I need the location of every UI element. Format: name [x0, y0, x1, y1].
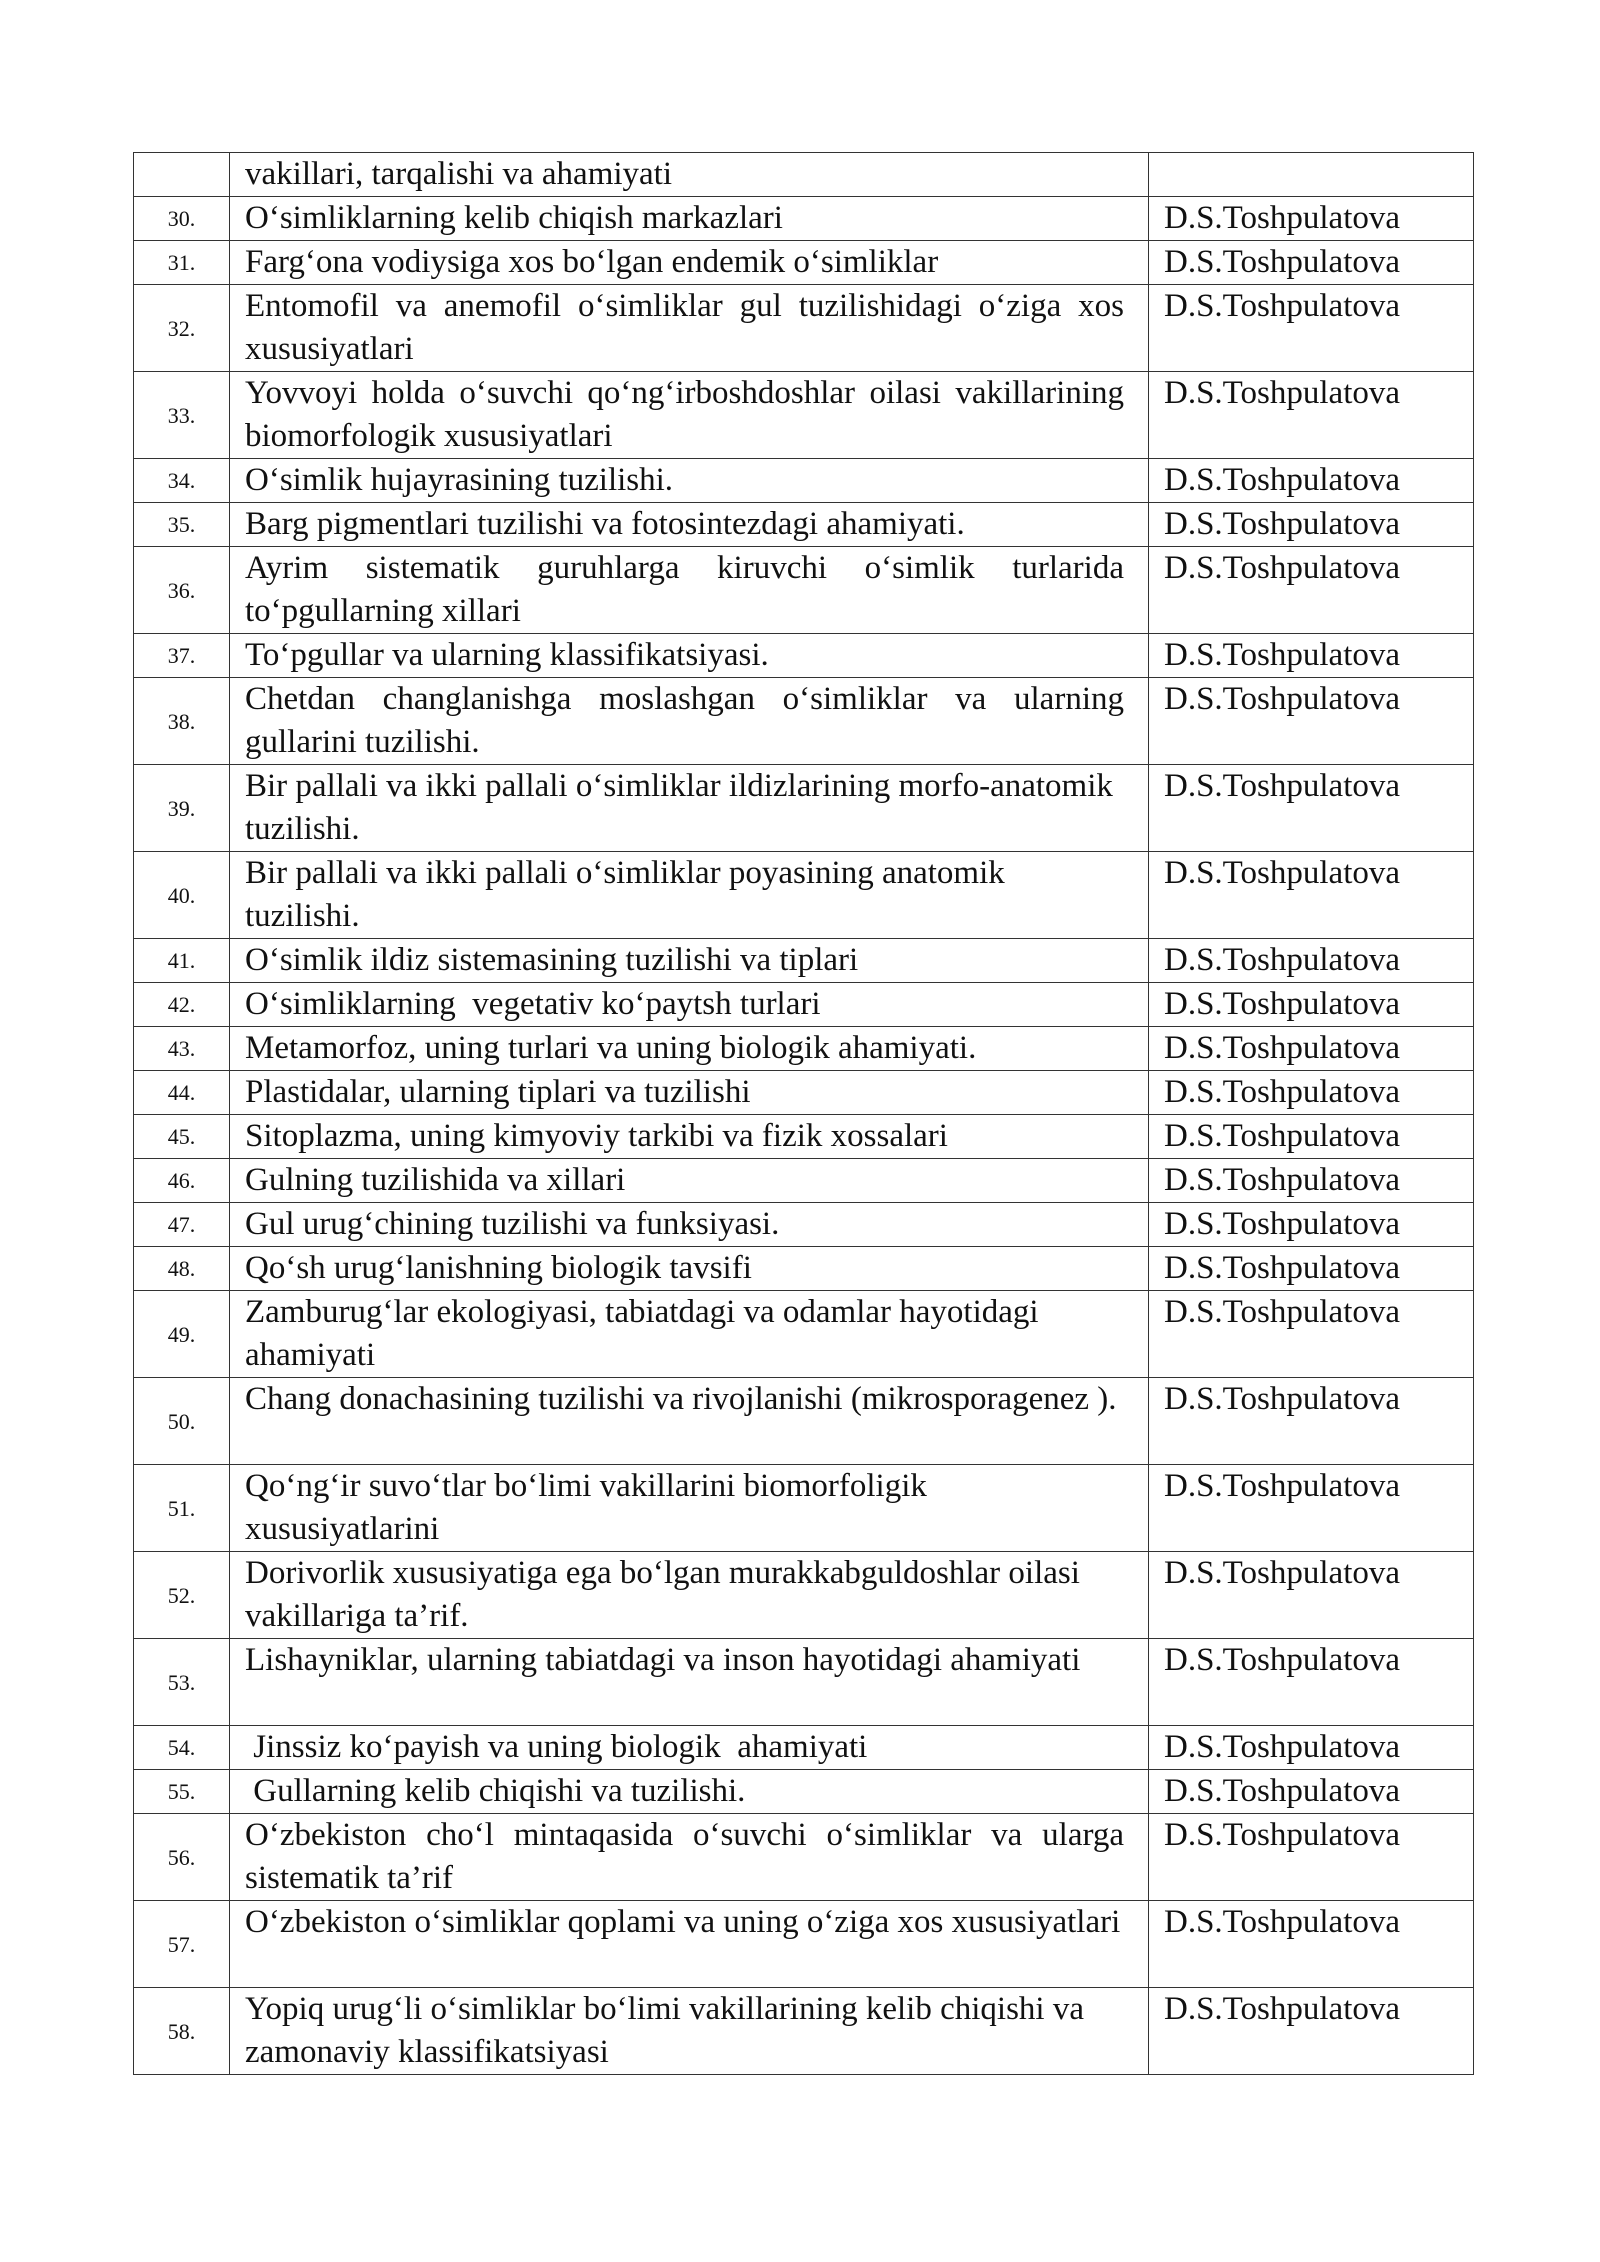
topic-title: Yovvoyi holda o‘suvchi qo‘ng‘irboshdoshlar oilasi vakillarining biomorfologik xususiyatlari [230, 372, 1149, 459]
table-row [134, 1159, 1474, 1203]
author-name: D.S.Toshpulatova [1149, 197, 1474, 241]
topic-title: vakillari, tarqalishi va ahamiyati [230, 153, 1149, 197]
table-row [134, 1639, 1474, 1726]
table-row [134, 1291, 1474, 1378]
topic-title: Plastidalar, ularning tiplari va tuzilishi [230, 1071, 1149, 1115]
row-number: 45. [134, 1115, 230, 1159]
table-row [134, 547, 1474, 634]
table-row [134, 285, 1474, 372]
author-name: D.S.Toshpulatova [1149, 1552, 1474, 1639]
author-name: D.S.Toshpulatova [1149, 678, 1474, 765]
author-name: D.S.Toshpulatova [1149, 1027, 1474, 1071]
table-row [134, 852, 1474, 939]
table-row [134, 1247, 1474, 1291]
author-name: D.S.Toshpulatova [1149, 372, 1474, 459]
table-row [134, 372, 1474, 459]
row-number: 55. [134, 1770, 230, 1814]
author-name: D.S.Toshpulatova [1149, 459, 1474, 503]
topic-title: Entomofil va anemofil o‘simliklar gul tuzilishidagi o‘ziga xos xususiyatlari [230, 285, 1149, 372]
table-row [134, 1203, 1474, 1247]
topic-title: Gulning tuzilishida va xillari [230, 1159, 1149, 1203]
row-number: 44. [134, 1071, 230, 1115]
row-number: 57. [134, 1901, 230, 1988]
table-row [134, 197, 1474, 241]
topic-title: Farg‘ona vodiysiga xos bo‘lgan endemik o‘simliklar [230, 241, 1149, 285]
table-row [134, 1115, 1474, 1159]
row-number: 37. [134, 634, 230, 678]
row-number: 53. [134, 1639, 230, 1726]
topic-title: O‘simliklarning kelib chiqish markazlari [230, 197, 1149, 241]
author-name: D.S.Toshpulatova [1149, 547, 1474, 634]
row-number: 39. [134, 765, 230, 852]
row-number: 47. [134, 1203, 230, 1247]
row-number: 32. [134, 285, 230, 372]
row-number: 42. [134, 983, 230, 1027]
table-row [134, 1552, 1474, 1639]
row-number: 36. [134, 547, 230, 634]
author-name: D.S.Toshpulatova [1149, 1639, 1474, 1726]
topic-title: Jinssiz ko‘payish va uning biologik ahamiyati [230, 1726, 1149, 1770]
topic-title: Bir pallali va ikki pallali o‘simliklar poyasining anatomik tuzilishi. [230, 852, 1149, 939]
row-number: 34. [134, 459, 230, 503]
row-number [134, 153, 230, 197]
author-name: D.S.Toshpulatova [1149, 1378, 1474, 1465]
topic-title: Qo‘ng‘ir suvo‘tlar bo‘limi vakillarini biomorfoligik xususiyatlarini [230, 1465, 1149, 1552]
row-number: 54. [134, 1726, 230, 1770]
topic-title: To‘pgullar va ularning klassifikatsiyasi. [230, 634, 1149, 678]
row-number: 50. [134, 1378, 230, 1465]
author-name [1149, 153, 1474, 197]
topic-title: Bir pallali va ikki pallali o‘simliklar ildizlarining morfo-anatomik tuzilishi. [230, 765, 1149, 852]
author-name: D.S.Toshpulatova [1149, 1814, 1474, 1901]
table-row [134, 153, 1474, 197]
author-name: D.S.Toshpulatova [1149, 1901, 1474, 1988]
topic-title: O‘simlik ildiz sistemasining tuzilishi va tiplari [230, 939, 1149, 983]
table-row [134, 765, 1474, 852]
table-row [134, 503, 1474, 547]
topic-title: Zamburug‘lar ekologiyasi, tabiatdagi va odamlar hayotidagi ahamiyati [230, 1291, 1149, 1378]
author-name: D.S.Toshpulatova [1149, 241, 1474, 285]
author-name: D.S.Toshpulatova [1149, 939, 1474, 983]
author-name: D.S.Toshpulatova [1149, 1115, 1474, 1159]
topic-title: Qo‘sh urug‘lanishning biologik tavsifi [230, 1247, 1149, 1291]
author-name: D.S.Toshpulatova [1149, 1159, 1474, 1203]
author-name: D.S.Toshpulatova [1149, 1465, 1474, 1552]
row-number: 35. [134, 503, 230, 547]
author-name: D.S.Toshpulatova [1149, 1291, 1474, 1378]
table-row [134, 1988, 1474, 2075]
table-row [134, 1465, 1474, 1552]
topic-title: Lishayniklar, ularning tabiatdagi va inson hayotidagi ahamiyati [230, 1639, 1149, 1726]
row-number: 58. [134, 1988, 230, 2075]
row-number: 48. [134, 1247, 230, 1291]
topics-table [133, 152, 1474, 2075]
row-number: 43. [134, 1027, 230, 1071]
author-name: D.S.Toshpulatova [1149, 503, 1474, 547]
topic-title: Yopiq urug‘li o‘simliklar bo‘limi vakillarining kelib chiqishi va zamonaviy klassifikatsiyasi [230, 1988, 1149, 2075]
table-row [134, 459, 1474, 503]
table-row [134, 1378, 1474, 1465]
author-name: D.S.Toshpulatova [1149, 765, 1474, 852]
topic-title: Chang donachasining tuzilishi va rivojlanishi (mikrosporagenez ). [230, 1378, 1149, 1465]
row-number: 46. [134, 1159, 230, 1203]
row-number: 38. [134, 678, 230, 765]
row-number: 33. [134, 372, 230, 459]
table-row [134, 241, 1474, 285]
topic-title: O‘zbekiston o‘simliklar qoplami va uning o‘ziga xos xususiyatlari [230, 1901, 1149, 1988]
author-name: D.S.Toshpulatova [1149, 1726, 1474, 1770]
author-name: D.S.Toshpulatova [1149, 1247, 1474, 1291]
table-row [134, 1027, 1474, 1071]
author-name: D.S.Toshpulatova [1149, 852, 1474, 939]
table-row [134, 983, 1474, 1027]
table-row [134, 678, 1474, 765]
row-number: 41. [134, 939, 230, 983]
row-number: 49. [134, 1291, 230, 1378]
table-row [134, 1901, 1474, 1988]
author-name: D.S.Toshpulatova [1149, 285, 1474, 372]
topic-title: Barg pigmentlari tuzilishi va fotosintezdagi ahamiyati. [230, 503, 1149, 547]
topic-title: Gul urug‘chining tuzilishi va funksiyasi. [230, 1203, 1149, 1247]
table-row [134, 1726, 1474, 1770]
row-number: 51. [134, 1465, 230, 1552]
topic-title: O‘simliklarning vegetativ ko‘paytsh turlari [230, 983, 1149, 1027]
author-name: D.S.Toshpulatova [1149, 983, 1474, 1027]
author-name: D.S.Toshpulatova [1149, 1988, 1474, 2075]
row-number: 52. [134, 1552, 230, 1639]
author-name: D.S.Toshpulatova [1149, 634, 1474, 678]
table-row [134, 1071, 1474, 1115]
author-name: D.S.Toshpulatova [1149, 1203, 1474, 1247]
row-number: 30. [134, 197, 230, 241]
row-number: 56. [134, 1814, 230, 1901]
table-row [134, 939, 1474, 983]
author-name: D.S.Toshpulatova [1149, 1071, 1474, 1115]
topic-title: O‘zbekiston cho‘l mintaqasida o‘suvchi o‘simliklar va ularga sistematik ta’rif [230, 1814, 1149, 1901]
topic-title: O‘simlik hujayrasining tuzilishi. [230, 459, 1149, 503]
table-row [134, 1770, 1474, 1814]
table-row [134, 1814, 1474, 1901]
row-number: 31. [134, 241, 230, 285]
topic-title: Dorivorlik xususiyatiga ega bo‘lgan murakkabguldoshlar oilasi vakillariga ta’rif. [230, 1552, 1149, 1639]
topic-title: Ayrim sistematik guruhlarga kiruvchi o‘simlik turlarida to‘pgullarning xillari [230, 547, 1149, 634]
topic-title: Gullarning kelib chiqishi va tuzilishi. [230, 1770, 1149, 1814]
topics-table-body [134, 153, 1474, 2075]
topic-title: Sitoplazma, uning kimyoviy tarkibi va fizik xossalari [230, 1115, 1149, 1159]
author-name: D.S.Toshpulatova [1149, 1770, 1474, 1814]
table-row [134, 634, 1474, 678]
row-number: 40. [134, 852, 230, 939]
topic-title: Metamorfoz, uning turlari va uning biologik ahamiyati. [230, 1027, 1149, 1071]
topic-title: Chetdan changlanishga moslashgan o‘simliklar va ularning gullarini tuzilishi. [230, 678, 1149, 765]
